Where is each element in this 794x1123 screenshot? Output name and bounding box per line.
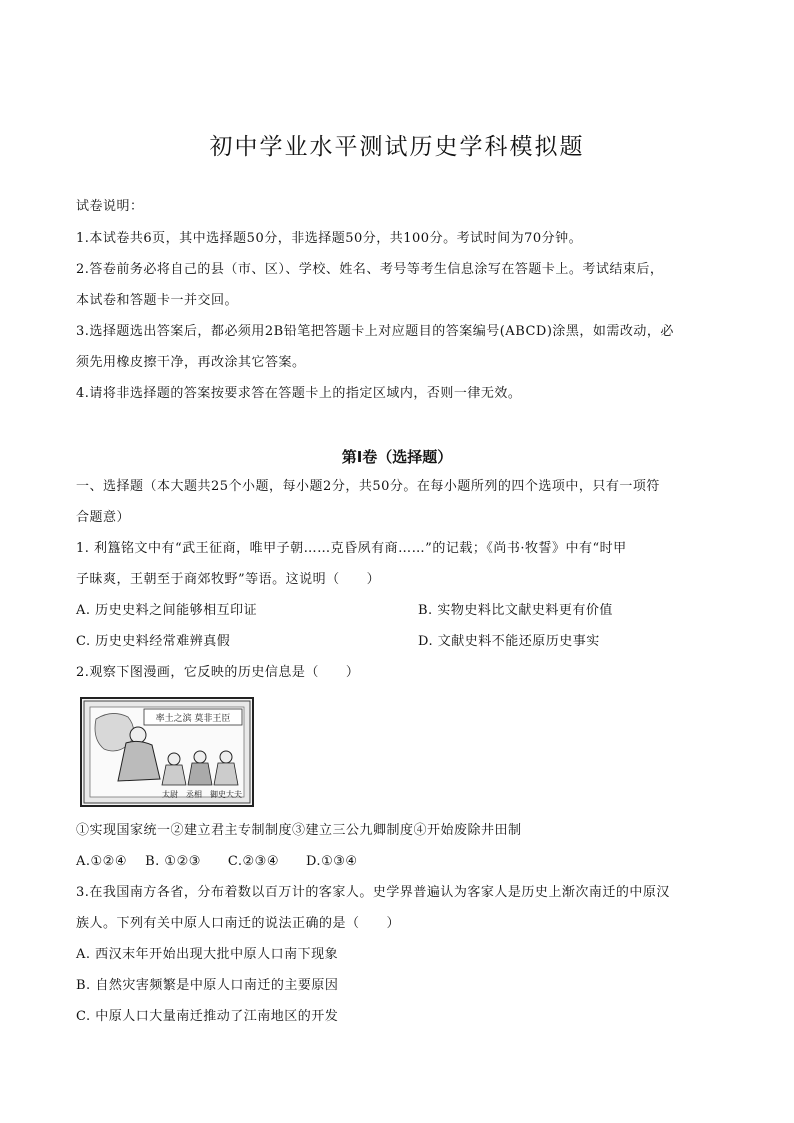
instructions-heading: 试卷说明： [76, 199, 144, 214]
q2-stem: 2.观察下图漫画，它反映的历史信息是（ ） [76, 665, 360, 680]
q3-stem-b: 族人。下列有关中原人口南迁的说法正确的是（ ） [76, 916, 401, 931]
cartoon-labels-text: 太尉 丞相 御史大夫 [162, 790, 242, 799]
cartoon-drawing [82, 699, 252, 805]
q1-option-b: B. 实物史料比文献史料更有价值 [418, 603, 613, 618]
instruction-item-2a: 2.答卷前务必将自己的县（市、区）、学校、姓名、考号等考生信息涂写在答题卡上。考试结束后， [76, 262, 664, 277]
q2-cartoon-image [80, 697, 254, 807]
part-intro-b: 合题意） [76, 510, 131, 525]
q3-option-c: C. 中原人口大量南迁推动了江南地区的开发 [76, 1009, 339, 1024]
q3-option-a: A. 西汉末年开始出现大批中原人口南下现象 [76, 947, 339, 962]
q2-statements: ①实现国家统一②建立君主专制制度③建立三公九卿制度④开始废除井田制 [76, 823, 522, 838]
section-title: 第Ⅰ卷（选择题） [341, 448, 453, 466]
instruction-item-1: 1.本试卷共6页，其中选择题50分，非选择题50分，共100分。考试时间为70分钟。 [76, 231, 583, 246]
instruction-item-4: 4.请将非选择题的答案按要求答在答题卡上的指定区域内，否则一律无效。 [76, 386, 522, 401]
q2-options: A.①②④ B. ①②③ C.②③④ D.①③④ [76, 854, 358, 869]
q1-stem-b: 子昧爽，王朝至于商郊牧野”等语。这说明（ ） [76, 572, 381, 587]
instruction-item-3a: 3.选择题选出答案后，都必须用2B铅笔把答题卡上对应题目的答案编号(ABCD)涂黑，如需改动，必 [76, 324, 674, 339]
q1-option-d: D. 文献史料不能还原历史事实 [418, 634, 600, 649]
q1-option-a: A. 历史史料之间能够相互印证 [76, 603, 258, 618]
q3-stem-a: 3.在我国南方各省，分布着数以百万计的客家人。史学界普遍认为客家人是历史上渐次南迁的中原汉 [76, 885, 670, 900]
exam-title: 初中学业水平测试历史学科模拟题 [209, 134, 585, 160]
instruction-item-2b: 本试卷和答题卡一并交回。 [76, 293, 239, 308]
q1-option-c: C. 历史史料经常难辨真假 [76, 634, 231, 649]
instruction-item-3b: 须先用橡皮擦干净，再改涂其它答案。 [76, 355, 306, 370]
q1-stem-a: 1. 利簋铭文中有“武王征商，唯甲子朝……克昏夙有商……”的记载；《尚书·牧誓》中有“时甲 [76, 541, 627, 556]
q3-option-b: B. 自然灾害频繁是中原人口南迁的主要原因 [76, 978, 339, 993]
part-intro-a: 一、选择题（本大题共25个小题，每小题2分，共50分。在每小题所列的四个选项中，只有一项符 [76, 479, 660, 494]
cartoon-banner-text: 率土之滨 莫非王臣 [155, 714, 231, 724]
